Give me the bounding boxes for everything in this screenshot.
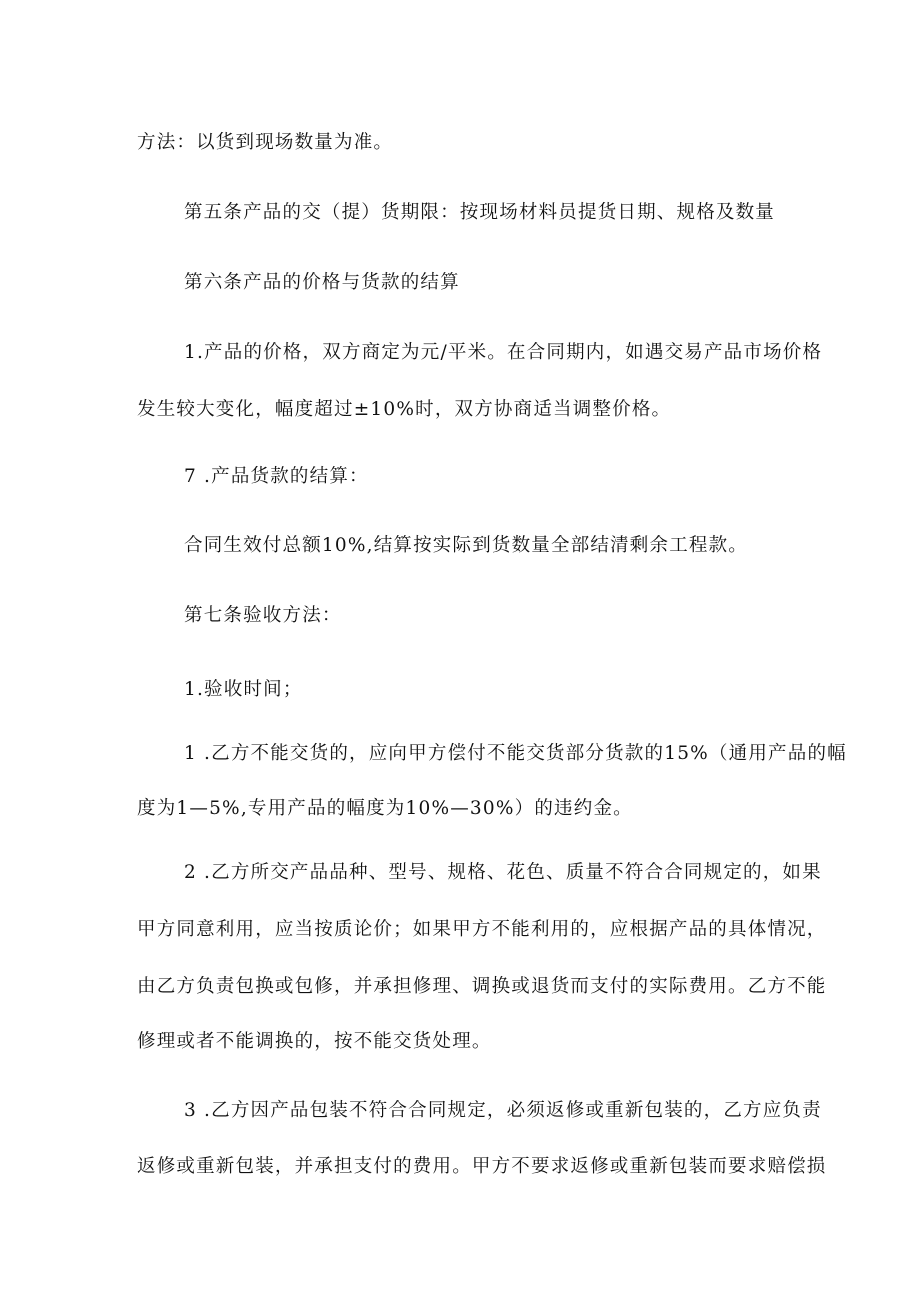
text-line: 第五条产品的交（提）货期限：按现场材料员提货日期、规格及数量 <box>184 202 776 223</box>
text-line: 方法：以货到现场数量为准。 <box>137 132 394 153</box>
text-line: 第七条验收方法： <box>184 605 342 626</box>
text-line: 7 .产品货款的结算： <box>184 466 369 487</box>
text-line: 合同生效付总额10%,结算按实际到货数量全部结清剩余工程款。 <box>184 535 749 556</box>
text-line: 1.验收时间； <box>184 679 303 700</box>
text-line: 1 .乙方不能交货的，应向甲方偿付不能交货部分货款的15%（通用产品的幅 <box>184 743 847 764</box>
text-line: 发生较大变化，幅度超过±10%时，双方协商适当调整价格。 <box>137 399 672 420</box>
text-line: 2 .乙方所交产品品种、型号、规格、花色、质量不符合合同规定的，如果 <box>184 862 822 883</box>
text-line: 度为1—5%,专用产品的幅度为10%—30%）的违约金。 <box>137 798 633 819</box>
text-line: 3 .乙方因产品包装不符合合同规定，必须返修或重新包装的，乙方应负责 <box>184 1100 822 1121</box>
text-line: 由乙方负责包换或包修，并承担修理、调换或退货而支付的实际费用。乙方不能 <box>137 976 827 997</box>
text-line: 返修或重新包装，并承担支付的费用。甲方不要求返修或重新包装而要求赔偿损 <box>137 1156 827 1177</box>
text-line: 1.产品的价格，双方商定为元/平米。在合同期内，如遇交易产品市场价格 <box>184 342 823 363</box>
text-line: 甲方同意利用，应当按质论价；如果甲方不能利用的，应根据产品的具体情况， <box>137 919 827 940</box>
text-line: 第六条产品的价格与货款的结算 <box>184 272 460 293</box>
text-line: 修理或者不能调换的，按不能交货处理。 <box>137 1031 492 1052</box>
